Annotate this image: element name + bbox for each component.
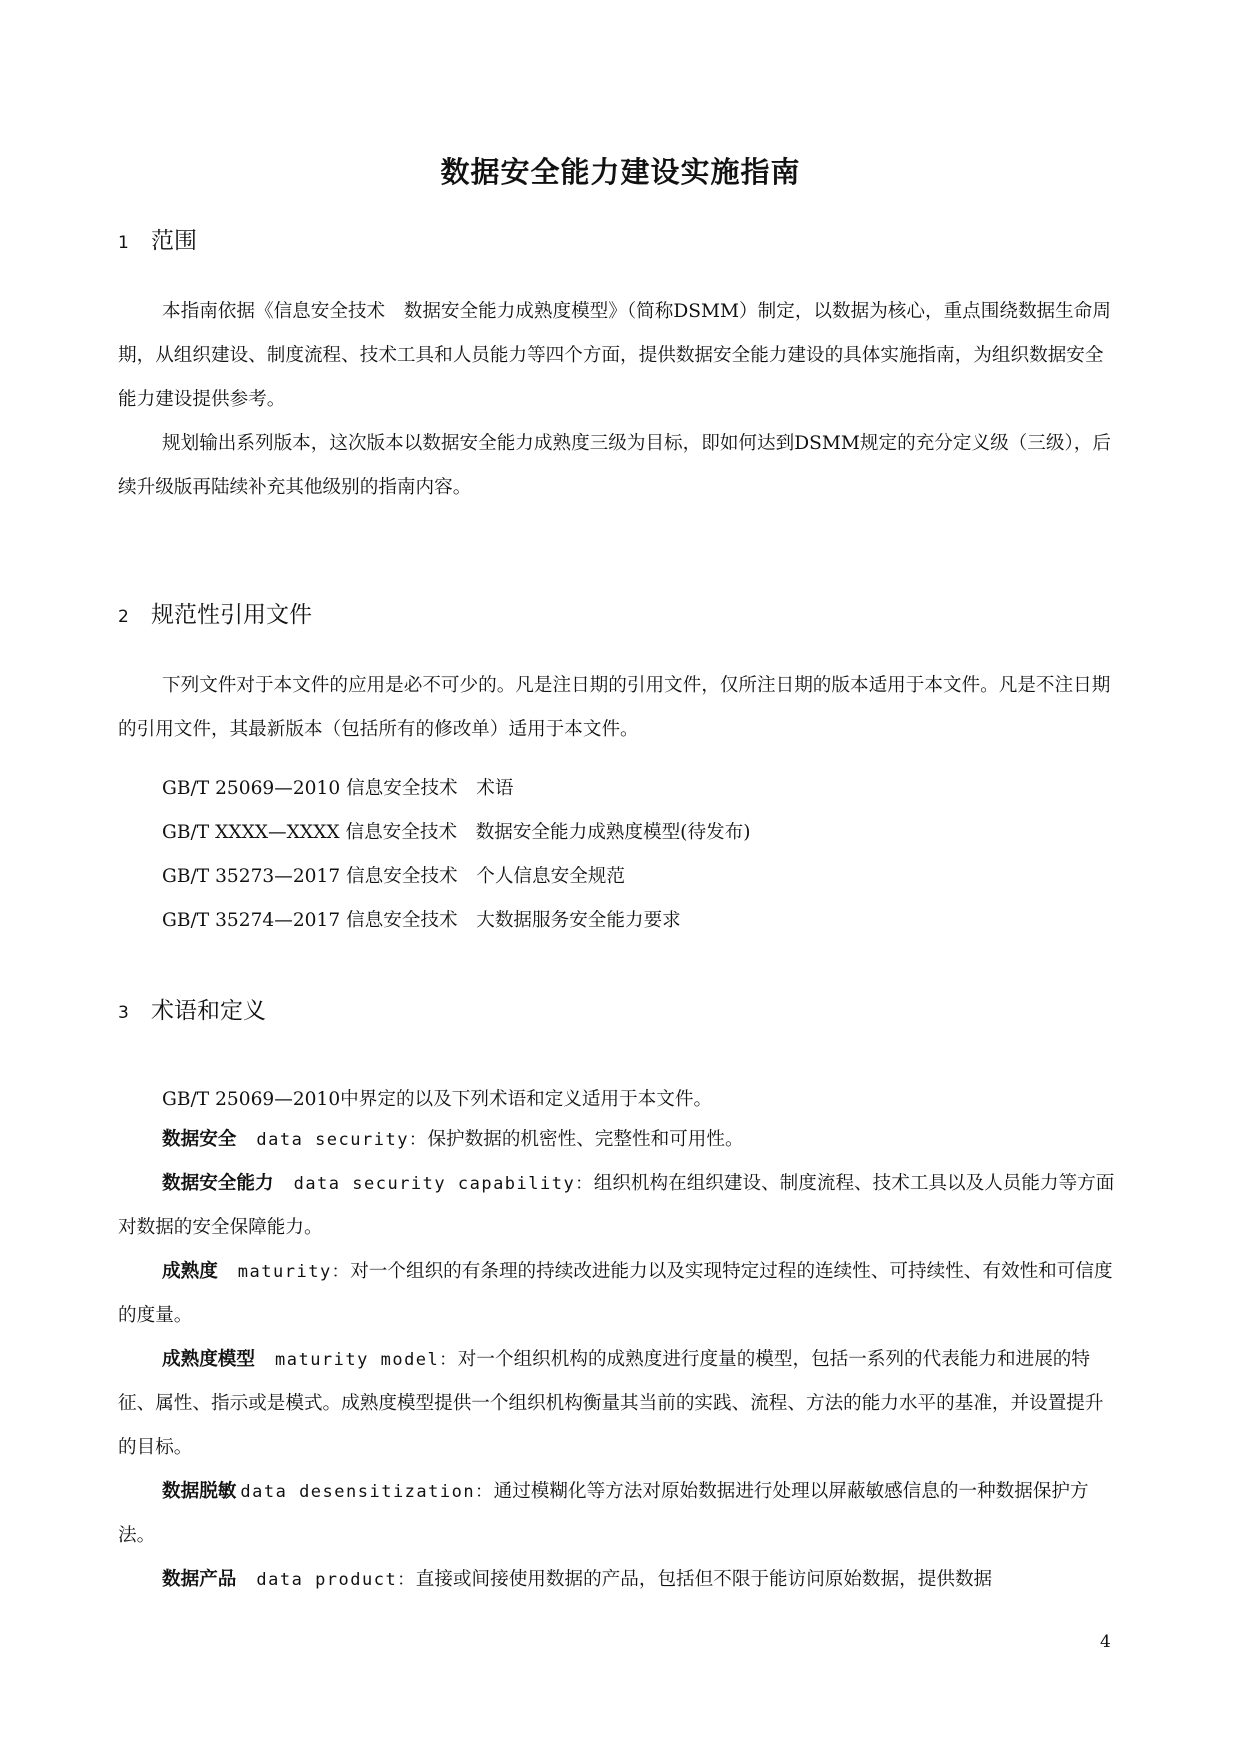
term-definition: 组织机构在组织建设、制度流程、技术工具以及人员能力等方面对数据的安全保障能力。 — [118, 1173, 1115, 1238]
section-number: 1 — [118, 233, 129, 253]
section-1-paragraph-2: 规划输出系列版本，这次版本以数据安全能力成熟度三级为目标，即如何达到DSMM规定的充分定义级（三级），后续升级版再陆续补充其他级别的指南内容。 — [118, 433, 1111, 498]
section-1-heading — [118, 222, 197, 255]
term-en: data desensitization： — [240, 1482, 494, 1502]
term-definition: 直接或间接使用数据的产品，包括但不限于能访问原始数据，提供数据 — [415, 1569, 993, 1590]
term-en: data security capability： — [293, 1174, 594, 1194]
term-maturity-model — [118, 1338, 1120, 1470]
term-data-security — [118, 1118, 1120, 1162]
section-number: 3 — [118, 1003, 129, 1023]
term-zh: 数据产品 — [162, 1569, 237, 1590]
section-title: 术语和定义 — [151, 998, 266, 1024]
section-2-heading — [118, 596, 312, 629]
section-title: 范围 — [151, 228, 197, 254]
term-data-desensitization — [118, 1470, 1120, 1558]
term-zh: 数据安全 — [162, 1129, 237, 1150]
term-definition: 对一个组织机构的成熟度进行度量的模型，包括一系列的代表能力和进展的特征、属性、指示或是模式。成熟度模型提供一个组织机构衡量其当前的实践、流程、方法的能力水平的基准，并设置提升的目标。 — [118, 1349, 1104, 1458]
term-definition: 保护数据的机密性、完整性和可用性。 — [427, 1129, 744, 1150]
term-definition: 通过模糊化等方法对原始数据进行处理以屏蔽敏感信息的一种数据保护方法。 — [118, 1481, 1089, 1546]
term-zh: 数据安全能力 — [162, 1173, 274, 1194]
page-number: 4 — [1100, 1632, 1111, 1652]
reference-item: GB/T XXXX—XXXX 信息安全技术 数据安全能力成熟度模型(待发布) — [162, 822, 751, 843]
section-1-paragraph-1: 本指南依据《信息安全技术 数据安全能力成熟度模型》（简称DSMM）制定，以数据为核心，重点围绕数据生命周期，从组织建设、制度流程、技术工具和人员能力等四个方面，提供数据安全能力建设的具体实施指南，为组织数据安全能力建设提供参考。 — [118, 301, 1111, 410]
term-data-product — [118, 1558, 1120, 1602]
term-en: maturity model： — [274, 1350, 458, 1370]
term-zh: 数据脱敏 — [162, 1481, 237, 1502]
term-data-security-capability — [118, 1162, 1120, 1250]
reference-item: GB/T 35274—2017 信息安全技术 大数据服务安全能力要求 — [162, 910, 681, 931]
reference-item: GB/T 25069—2010 信息安全技术 术语 — [162, 778, 514, 799]
section-title: 规范性引用文件 — [151, 602, 312, 628]
term-zh: 成熟度 — [162, 1261, 218, 1282]
document-title: 数据安全能力建设实施指南 — [440, 155, 801, 189]
term-en: data security： — [256, 1130, 428, 1150]
term-definition: 对一个组织的有条理的持续改进能力以及实现特定过程的连续性、可持续性、有效性和可信度的度量。 — [118, 1261, 1113, 1326]
section-number: 2 — [118, 607, 129, 627]
section-2-paragraph-1: 下列文件对于本文件的应用是必不可少的。凡是注日期的引用文件，仅所注日期的版本适用于本文件。凡是不注日期的引用文件，其最新版本（包括所有的修改单）适用于本文件。 — [118, 675, 1111, 740]
term-zh: 成熟度模型 — [162, 1349, 255, 1370]
terms-intro: GB/T 25069—2010中界定的以及下列术语和定义适用于本文件。 — [162, 1089, 713, 1110]
term-en: maturity： — [237, 1262, 351, 1282]
term-en: data product： — [256, 1570, 416, 1590]
reference-item: GB/T 35273—2017 信息安全技术 个人信息安全规范 — [162, 866, 625, 887]
section-3-heading — [118, 992, 266, 1025]
term-maturity — [118, 1250, 1120, 1338]
